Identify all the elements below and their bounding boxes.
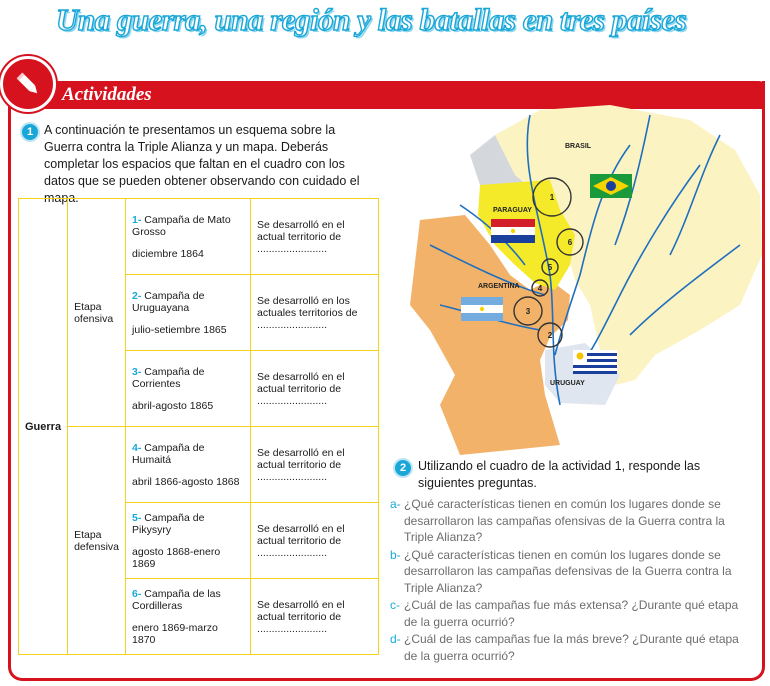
campaign-dates: abril-agosto 1865 — [132, 399, 214, 412]
campaign-number: 6- — [132, 587, 142, 600]
campaign-number: 3- — [132, 365, 142, 378]
campaign-cell — [126, 275, 251, 351]
campaign-cell — [126, 503, 251, 579]
question-letter: b- — [390, 547, 401, 562]
question-item — [390, 631, 750, 664]
campaign-cell — [126, 579, 251, 655]
question-text: ¿Cuál de las campañas fue la más breve? ¿Durante qué etapa de la guerra ocurrió? — [404, 632, 739, 663]
marker-2-label: 2 — [547, 331, 553, 340]
flag-argentina-icon — [461, 297, 503, 321]
activities-label: Actividades — [62, 84, 152, 105]
campaign-dates: abril 1866-agosto 1868 — [132, 475, 240, 488]
marker-4-label: 4 — [537, 284, 543, 293]
campaign-name: Campaña de Corrientes — [132, 365, 205, 390]
marker-1-label: 1 — [549, 193, 555, 202]
question-text: ¿Qué características tienen en común los lugares donde se desarrollaron las campañas ofensivas de la Guerra contra la Triple Alianza? — [404, 497, 725, 544]
campaign-cell — [126, 427, 251, 503]
map-label-paraguay: PARAGUAY — [493, 207, 532, 214]
campaign-name: Campaña de Uruguayana — [132, 289, 205, 314]
campaign-cell — [126, 199, 251, 275]
pencil-icon — [13, 69, 43, 99]
campaign-name: Campaña de Humaitá — [132, 441, 205, 466]
territory-blank[interactable]: Se desarrolló en el actual territorio de ........................ — [251, 579, 379, 655]
territory-blank[interactable]: Se desarrolló en el actual territorio de ........................ — [251, 503, 379, 579]
question-item — [390, 597, 750, 630]
territory-blank[interactable]: Se desarrolló en el actual territorio de ........................ — [251, 427, 379, 503]
campaign-dates: agosto 1868-enero 1869 — [132, 545, 221, 570]
region-map — [400, 105, 765, 455]
territory-blank[interactable]: Se desarrolló en el actual territorio de ........................ — [251, 199, 379, 275]
campaign-number: 1- — [132, 213, 142, 226]
marker-6-label: 6 — [567, 238, 573, 247]
question-letter: a- — [390, 497, 401, 511]
stage-defensive: Etapa defensiva — [68, 427, 126, 655]
question-item — [390, 496, 750, 546]
war-scheme-table — [18, 198, 379, 655]
flag-paraguay-icon — [491, 219, 535, 243]
campaign-number: 2- — [132, 289, 142, 302]
activity1-number-badge: 1 — [20, 122, 40, 142]
stage-offensive: Etapa ofensiva — [68, 199, 126, 427]
question-item — [390, 547, 750, 597]
question-list — [390, 496, 750, 665]
marker-5-label: 5 — [547, 263, 553, 272]
pencil-badge — [0, 56, 56, 112]
campaign-number: 5- — [132, 511, 142, 524]
flag-uruguay-icon — [573, 350, 617, 374]
question-letter: d- — [390, 632, 401, 646]
activity1-instructions: A continuación te presentamos un esquema sobre la Guerra contra la Triple Alianza y un mapa. Deberás completar los espacios que faltan en el cuadro con los datos que se pueden obtener observando con cuidado el mapa. — [44, 123, 360, 205]
territory-blank[interactable]: Se desarrolló en los actuales territorios de ........................ — [251, 275, 379, 351]
activity2-instructions: Utilizando el cuadro de la actividad 1, responde las siguientes preguntas. — [418, 459, 701, 490]
campaign-dates: enero 1869-marzo 1870 — [132, 621, 218, 646]
campaign-name: Campaña de Mato Grosso — [132, 213, 231, 238]
guerra-cell: Guerra — [19, 199, 68, 655]
campaign-number: 4- — [132, 441, 142, 454]
campaign-name: Campaña de Pikysyry — [132, 511, 205, 536]
campaign-cell — [126, 351, 251, 427]
question-text: ¿Cuál de las campañas fue más extensa? ¿Durante qué etapa de la guerra ocurrió? — [404, 598, 739, 629]
marker-3-label: 3 — [525, 307, 531, 316]
map-label-uruguay: URUGUAY — [550, 380, 585, 387]
campaign-dates: julio-setiembre 1865 — [132, 323, 227, 336]
question-text: ¿Qué características tienen en común los lugares donde se desarrollaron las campañas defensivas de la Guerra contra la Triple Alianza? — [404, 547, 732, 595]
territory-blank[interactable]: Se desarrolló en el actual territorio de ........................ — [251, 351, 379, 427]
activity2-number-badge: 2 — [393, 458, 413, 478]
flag-brazil-icon — [590, 174, 632, 198]
campaign-name: Campaña de las Cordilleras — [132, 587, 221, 612]
campaign-dates: diciembre 1864 — [132, 247, 204, 260]
map-label-argentina: ARGENTINA — [478, 283, 520, 290]
page-title: Una guerra, una región y las batallas en tres países — [56, 2, 687, 37]
question-letter: c- — [390, 598, 400, 612]
map-label-brasil: BRASIL — [565, 143, 592, 150]
